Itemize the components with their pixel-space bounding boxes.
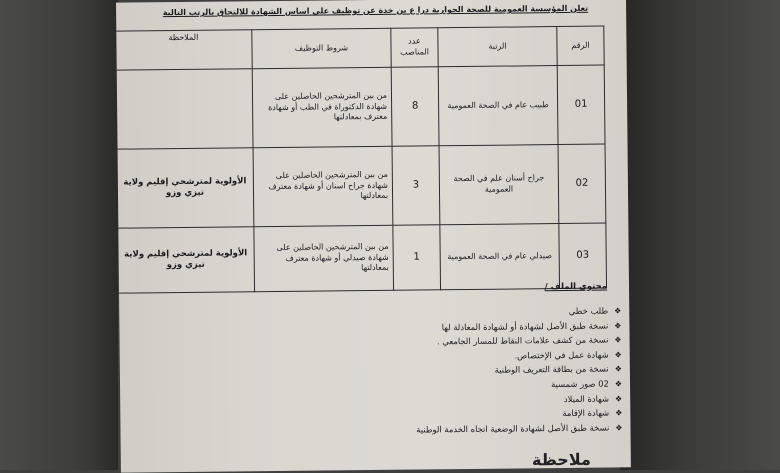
table-header-row <box>116 26 604 70</box>
row-conditions: من بين المترشحين الحاصلين على شهادة الدكتوراة في الطب أو شهادة معترف بمعادلتها <box>252 67 392 147</box>
row-num: 01 <box>557 65 605 144</box>
list-item-text: 02 صور شمسية <box>550 378 609 390</box>
list-item-text: شهادة الإقامة <box>562 407 610 419</box>
list-item-text: شهادة الميلاد <box>563 393 610 404</box>
diamond-bullet-icon: ❖ <box>614 364 622 374</box>
announcement-intro: تعلن المؤسسة العمومية للصحة الجوارية درا ع بن خدة عن توظيف على اساس الشهادة للالتحاق بالرتب التالية <box>162 3 589 18</box>
row-note: الأولوية لمترشحي إقليم ولاية تيزي وزو <box>117 227 255 293</box>
diamond-bullet-icon: ❖ <box>614 320 622 331</box>
row-rank: جراح أسنان علم في الصحة العمومية <box>439 145 559 225</box>
diamond-bullet-icon: ❖ <box>614 350 622 360</box>
header-posts: عدد المناصب <box>391 28 438 67</box>
diamond-bullet-icon: ❖ <box>615 423 623 433</box>
list-item-text: نسخة طبق الأصل لشهادة الوضعية اتجاه الخدمة الوطنية <box>416 422 610 435</box>
header-rank: الرتبة <box>438 27 557 67</box>
list-item-text: شهادة عمل في الإختصاص. <box>514 349 609 361</box>
row-conditions: من بين المترشحين الحاصلين على شهادة جراح اسنان أو شهادة معترف بمعادلتها <box>253 146 393 226</box>
row-num: 02 <box>558 144 606 223</box>
list-item-text: طلب خطي <box>568 305 609 316</box>
list-item-text: نسخة طبق الأصل لشهادة أو لشهادة المعادلة لها <box>441 320 609 332</box>
list-item <box>202 420 622 439</box>
file-contents-title: محتوى الملف / <box>544 281 608 293</box>
row-posts: 1 <box>393 225 441 290</box>
list-item-text: نسخة من بطاقة التعريف الوطنية <box>494 363 609 376</box>
row-note <box>116 69 253 149</box>
diamond-bullet-icon: ❖ <box>614 335 622 345</box>
right-background <box>620 0 780 470</box>
diamond-bullet-icon: ❖ <box>615 408 623 418</box>
row-posts: 3 <box>392 146 440 225</box>
header-note: الملاحظة <box>116 30 252 70</box>
row-note: الأولوية لمترشحي إقليم ولاية تيزي وزو <box>116 148 254 228</box>
document-page <box>116 0 631 473</box>
diamond-bullet-icon: ❖ <box>614 379 623 389</box>
footer-note-heading: ملاحظة <box>531 449 591 470</box>
diamond-bullet-icon: ❖ <box>614 306 622 316</box>
positions-table <box>116 26 607 294</box>
table-row <box>116 144 606 228</box>
table-row <box>116 65 605 149</box>
row-rank: طبيب عام في الصحة العمومية <box>438 66 558 146</box>
left-background <box>0 0 118 470</box>
table-row <box>117 223 607 293</box>
diamond-bullet-icon: ❖ <box>614 393 623 404</box>
row-conditions: من بين المترشحين الحاصلين على شهادة صيدلي أو شهادة معترف بمعادلتها <box>254 225 394 291</box>
row-rank: صيدلي عام في الصحة العمومية <box>440 224 560 290</box>
header-num: الرقم <box>557 26 604 65</box>
header-conditions: شروط التوظيف <box>252 28 391 68</box>
row-posts: 8 <box>391 67 439 146</box>
list-item-text: نسخة من كشف علامات النقاط للمسار الجامعي . <box>436 334 609 347</box>
row-num: 03 <box>559 223 607 288</box>
documents-list <box>201 303 622 439</box>
